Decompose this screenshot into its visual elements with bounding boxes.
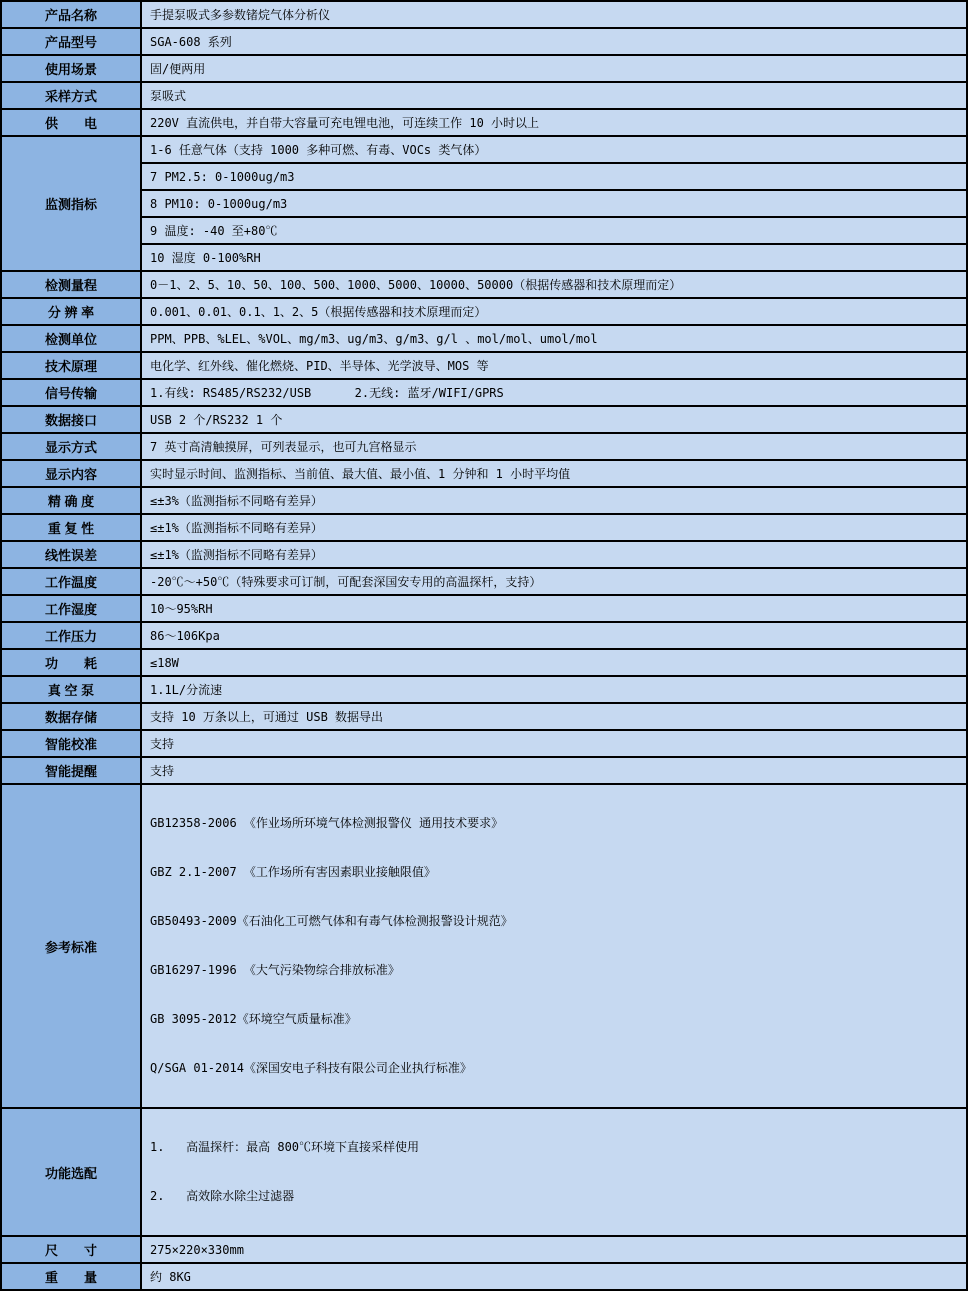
row-weight: [1, 1263, 967, 1290]
spec-row-label: 重 量: [1, 1263, 141, 1290]
spec-row-value: SGA-608 系列: [141, 28, 967, 55]
row-reference-standards: [1, 784, 967, 1108]
row-resolution: [1, 298, 967, 325]
row-smart-reminder: [1, 757, 967, 784]
spec-row-value: 电化学、红外线、催化燃烧、PID、半导体、光学波导、MOS 等: [141, 352, 967, 379]
row-display-content: [1, 460, 967, 487]
spec-row-label: 智能提醒: [1, 757, 141, 784]
row-power-consumption: [1, 649, 967, 676]
row-monitor-indicators-2: [1, 163, 967, 190]
spec-row-value: ≤±3%（监测指标不同略有差异）: [141, 487, 967, 514]
row-working-pressure: [1, 622, 967, 649]
spec-row-value: 275×220×330mm: [141, 1236, 967, 1263]
row-monitor-indicators-5: [1, 244, 967, 271]
spec-row-value: 10 湿度 0-100%RH: [141, 244, 967, 271]
row-technical-principle: [1, 352, 967, 379]
row-smart-calibration: [1, 730, 967, 757]
spec-row-label: 显示内容: [1, 460, 141, 487]
spec-row-label: 监测指标: [1, 136, 141, 271]
spec-row-value: 支持: [141, 757, 967, 784]
spec-row-value: 实时显示时间、监测指标、当前值、最大值、最小值、1 分钟和 1 小时平均值: [141, 460, 967, 487]
row-working-temperature: [1, 568, 967, 595]
spec-row-label: 检测单位: [1, 325, 141, 352]
spec-row-label: 重 复 性: [1, 514, 141, 541]
spec-row-value: 220V 直流供电，并自带大容量可充电锂电池，可连续工作 10 小时以上: [141, 109, 967, 136]
standard-line: GBZ 2.1-2007 《工作场所有害因素职业接触限值》: [150, 865, 436, 879]
spec-row-value: ≤±1%（监测指标不同略有差异）: [141, 514, 967, 541]
row-data-interface: [1, 406, 967, 433]
option-line: 1. 高温探杆：最高 800℃环境下直接采样使用: [150, 1140, 420, 1154]
spec-row-value: 1-6 任意气体（支持 1000 多种可燃、有毒、VOCs 类气体）: [141, 136, 967, 163]
spec-row-label: 功能选配: [1, 1108, 141, 1236]
row-display-mode: [1, 433, 967, 460]
spec-row-label: 精 确 度: [1, 487, 141, 514]
spec-row-value: ≤18W: [141, 649, 967, 676]
spec-row-label: 工作湿度: [1, 595, 141, 622]
row-power-supply: [1, 109, 967, 136]
standard-line: GB12358-2006 《作业场所环境气体检测报警仪 通用技术要求》: [150, 816, 504, 830]
row-dimensions: [1, 1236, 967, 1263]
spec-row-label: 信号传输: [1, 379, 141, 406]
spec-row-label: 检测量程: [1, 271, 141, 298]
spec-row-label: 智能校准: [1, 730, 141, 757]
row-usage-scenario: [1, 55, 967, 82]
spec-row-value: USB 2 个/RS232 1 个: [141, 406, 967, 433]
standard-line: GB50493-2009《石油化工可燃气体和有毒气体检测报警设计规范》: [150, 914, 513, 928]
row-data-storage: [1, 703, 967, 730]
spec-row-value: 1.1L/分流速: [141, 676, 967, 703]
spec-row-value: 86～106Kpa: [141, 622, 967, 649]
spec-row-value: 支持 10 万条以上，可通过 USB 数据导出: [141, 703, 967, 730]
spec-row-value: 8 PM10: 0-1000ug/m3: [141, 190, 967, 217]
spec-row-value: 支持: [141, 730, 967, 757]
spec-row-value: 泵吸式: [141, 82, 967, 109]
spec-row-label: 产品型号: [1, 28, 141, 55]
spec-row-label: 显示方式: [1, 433, 141, 460]
spec-row-label: 参考标准: [1, 784, 141, 1108]
spec-row-value: ≤±1%（监测指标不同略有差异）: [141, 541, 967, 568]
row-accuracy: [1, 487, 967, 514]
spec-row-label: 功 耗: [1, 649, 141, 676]
spec-row-value: 0.001、0.01、0.1、1、2、5（根据传感器和技术原理而定）: [141, 298, 967, 325]
standard-line: Q/SGA 01-2014《深国安电子科技有限公司企业执行标准》: [150, 1061, 472, 1075]
spec-row-label: 产品名称: [1, 1, 141, 28]
row-repeatability: [1, 514, 967, 541]
row-detection-range: [1, 271, 967, 298]
spec-row-value: 固/便两用: [141, 55, 967, 82]
spec-row-label: 尺 寸: [1, 1236, 141, 1263]
spec-row-label: 供 电: [1, 109, 141, 136]
spec-row-label: 分 辨 率: [1, 298, 141, 325]
row-vacuum-pump: [1, 676, 967, 703]
spec-row-value: 7 PM2.5: 0-1000ug/m3: [141, 163, 967, 190]
row-optional-features: [1, 1108, 967, 1236]
spec-row-value: 手提泵吸式多参数锗烷气体分析仪: [141, 1, 967, 28]
spec-row-value: 7 英寸高清触摸屏，可列表显示，也可九宫格显示: [141, 433, 967, 460]
row-product-name: [1, 1, 967, 28]
row-monitor-indicators-3: [1, 190, 967, 217]
spec-row-label: 工作压力: [1, 622, 141, 649]
spec-row-value: 10～95%RH: [141, 595, 967, 622]
standard-line: GB 3095-2012《环境空气质量标准》: [150, 1012, 357, 1026]
spec-row-value: 9 温度: -40 至+80℃: [141, 217, 967, 244]
spec-row-label: 数据存储: [1, 703, 141, 730]
spec-row-value: PPM、PPB、%LEL、%VOL、mg/m3、ug/m3、g/m3、g/l 、mol/mol、umol/mol: [141, 325, 967, 352]
row-linearity-error: [1, 541, 967, 568]
spec-row-value: 约 8KG: [141, 1263, 967, 1290]
spec-row-label: 工作温度: [1, 568, 141, 595]
spec-row-value: 0－1、2、5、10、50、100、500、1000、5000、10000、50000（根据传感器和技术原理而定）: [141, 271, 967, 298]
spec-row-value: [141, 784, 967, 1108]
row-product-model: [1, 28, 967, 55]
spec-row-label: 技术原理: [1, 352, 141, 379]
row-monitor-indicators-4: [1, 217, 967, 244]
spec-row-label: 使用场景: [1, 55, 141, 82]
spec-row-value: [141, 1108, 967, 1236]
spec-row-label: 采样方式: [1, 82, 141, 109]
standard-line: GB16297-1996 《大气污染物综合排放标准》: [150, 963, 400, 977]
spec-row-value: -20℃～+50℃（特殊要求可订制，可配套深国安专用的高温探杆，支持）: [141, 568, 967, 595]
spec-row-label: 线性误差: [1, 541, 141, 568]
spec-row-label: 真 空 泵: [1, 676, 141, 703]
row-monitor-indicators-1: [1, 136, 967, 163]
row-signal-transmission: [1, 379, 967, 406]
spec-row-label: 数据接口: [1, 406, 141, 433]
row-working-humidity: [1, 595, 967, 622]
row-sampling-method: [1, 82, 967, 109]
option-line: 2. 高效除水除尘过滤器: [150, 1189, 295, 1203]
spec-row-value: 1.有线: RS485/RS232/USB 2.无线: 蓝牙/WIFI/GPRS: [141, 379, 967, 406]
row-detection-unit: [1, 325, 967, 352]
